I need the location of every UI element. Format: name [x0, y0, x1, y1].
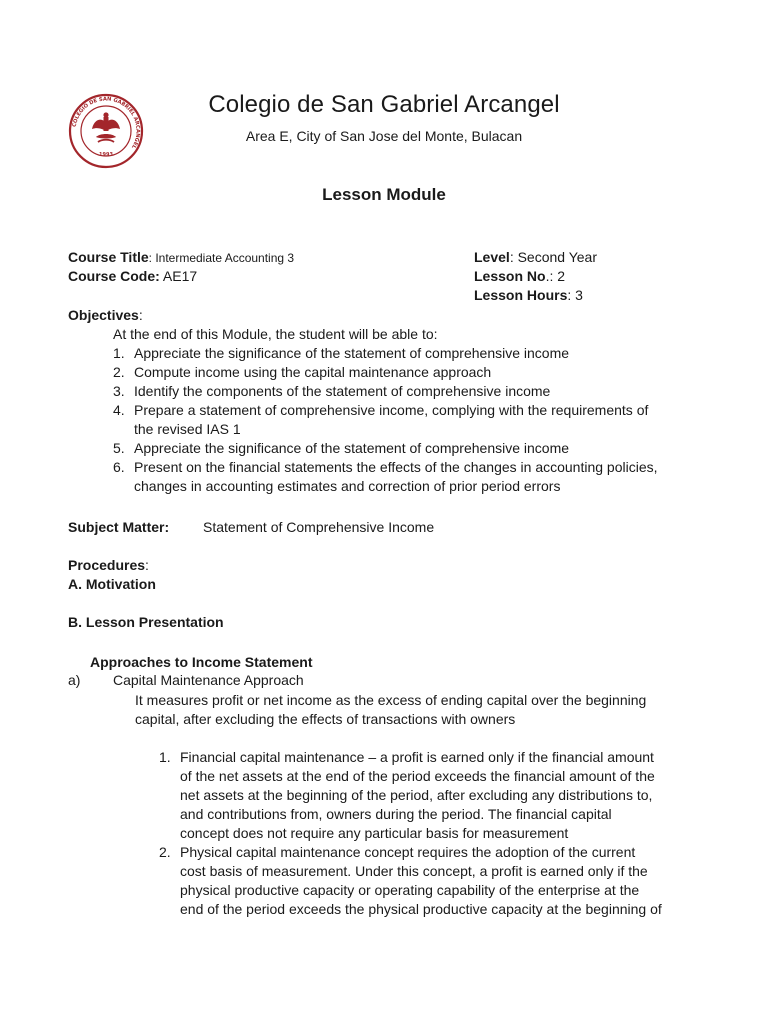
- level-label: Level: [474, 249, 510, 265]
- list-item-text-line: Appreciate the significance of the statement of comprehensive income: [134, 345, 570, 361]
- objective-item: [113, 439, 713, 458]
- course-code-label: Course Code:: [68, 268, 160, 284]
- objective-item: [113, 458, 713, 496]
- list-item-text-line: Prepare a statement of comprehensive income, complying with the requirements of: [134, 402, 649, 418]
- capital-maintenance-item: [159, 748, 719, 843]
- list-item-text-line: Financial capital maintenance – a profit is earned only if the financial amount: [180, 749, 654, 765]
- course-title-row: [68, 248, 294, 268]
- capital-maintenance-list: [159, 748, 719, 919]
- capital-maintenance-item: [159, 843, 719, 919]
- list-item-text-line: changes in accounting estimates and correction of prior period errors: [134, 478, 561, 494]
- procedure-a-motivation: A. Motivation: [68, 576, 156, 592]
- list-item-text-line: physical productive capacity or operating capability of the enterprise at the: [180, 882, 640, 898]
- list-item-text-line: concept does not require any particular basis for measurement: [180, 825, 569, 841]
- list-item-number: 1.: [159, 749, 171, 765]
- list-item-text-line: the revised IAS 1: [134, 421, 241, 437]
- procedures-heading: [68, 556, 149, 575]
- objective-item: [113, 363, 713, 382]
- objectives-colon: :: [138, 307, 143, 323]
- list-item-text-line: end of the period exceeds the physical productive capacity at the beginning of: [180, 901, 662, 917]
- list-item-number: 2.: [113, 364, 125, 380]
- list-item-number: 1.: [113, 345, 125, 361]
- seal-ring-text: COLEGIO DE SAN GABRIEL ARCANGEL: [71, 96, 141, 150]
- approach-a-title: Capital Maintenance Approach: [113, 672, 304, 688]
- list-item-text-line: Compute income using the capital maintenance approach: [134, 364, 492, 380]
- seal-year: 1993: [99, 152, 113, 158]
- procedures-colon: :: [145, 557, 149, 573]
- subject-matter-value: Statement of Comprehensive Income: [203, 519, 435, 535]
- course-code-row: [68, 267, 197, 286]
- lesson-no-label: Lesson No: [474, 268, 546, 284]
- objectives-label: Objectives: [68, 307, 139, 323]
- objectives-list: [113, 344, 713, 496]
- lesson-no-value: .: 2: [545, 268, 566, 284]
- approaches-heading: Approaches to Income Statement: [90, 654, 313, 670]
- module-title: Lesson Module: [322, 185, 446, 204]
- course-title-label: Course Title: [68, 249, 149, 265]
- list-item-number: 4.: [113, 402, 125, 418]
- list-item-text-line: cost basis of measurement. Under this concept, a profit is earned only if the: [180, 863, 648, 879]
- objective-item: [113, 401, 713, 439]
- procedure-b-lesson-presentation: B. Lesson Presentation: [68, 614, 224, 630]
- approach-a-desc-line-1: It measures profit or net income as the excess of ending capital over the beginning: [135, 692, 647, 708]
- list-item-text-line: Appreciate the significance of the statement of comprehensive income: [134, 440, 570, 456]
- list-item-text-line: Present on the financial statements the effects of the changes in accounting policies,: [134, 459, 658, 475]
- school-seal-logo: [68, 93, 144, 169]
- school-address: Area E, City of San Jose del Monte, Bulacan: [245, 128, 523, 144]
- course-code-value: AE17: [159, 268, 198, 284]
- school-name: Colegio de San Gabriel Arcangel: [208, 91, 560, 118]
- lesson-hours-value: : 3: [567, 287, 583, 303]
- procedures-label: Procedures: [68, 557, 146, 573]
- objectives-intro: At the end of this Module, the student will be able to:: [113, 326, 438, 342]
- lesson-hours-label: Lesson Hours: [474, 287, 568, 303]
- level-row: [474, 248, 597, 267]
- list-item-text-line: Physical capital maintenance concept requires the adoption of the current: [180, 844, 636, 860]
- approach-a-marker: a): [68, 672, 81, 688]
- objective-item: [113, 344, 713, 363]
- approach-a-desc-line-2: capital, after excluding the effects of transactions with owners: [135, 711, 516, 727]
- list-item-number: 2.: [159, 844, 171, 860]
- list-item-number: 5.: [113, 440, 125, 456]
- lesson-hours-row: [474, 286, 583, 305]
- list-item-text-line: and contributions from, owners during the period. The financial capital: [180, 806, 612, 822]
- list-item-text-line: net assets at the beginning of the period, after excluding any distributions to,: [180, 787, 653, 803]
- objectives-heading: [68, 306, 143, 325]
- list-item-text-line: Identify the components of the statement of comprehensive income: [134, 383, 551, 399]
- lesson-no-row: [474, 267, 565, 286]
- objective-item: [113, 382, 713, 401]
- list-item-number: 3.: [113, 383, 125, 399]
- list-item-text-line: of the net assets at the end of the period exceeds the financial amount of the: [180, 768, 655, 784]
- list-item-number: 6.: [113, 459, 125, 475]
- level-value: : Second Year: [509, 249, 597, 265]
- course-title-value: : Intermediate Accounting 3: [148, 251, 295, 265]
- subject-matter-label: Subject Matter:: [68, 519, 170, 535]
